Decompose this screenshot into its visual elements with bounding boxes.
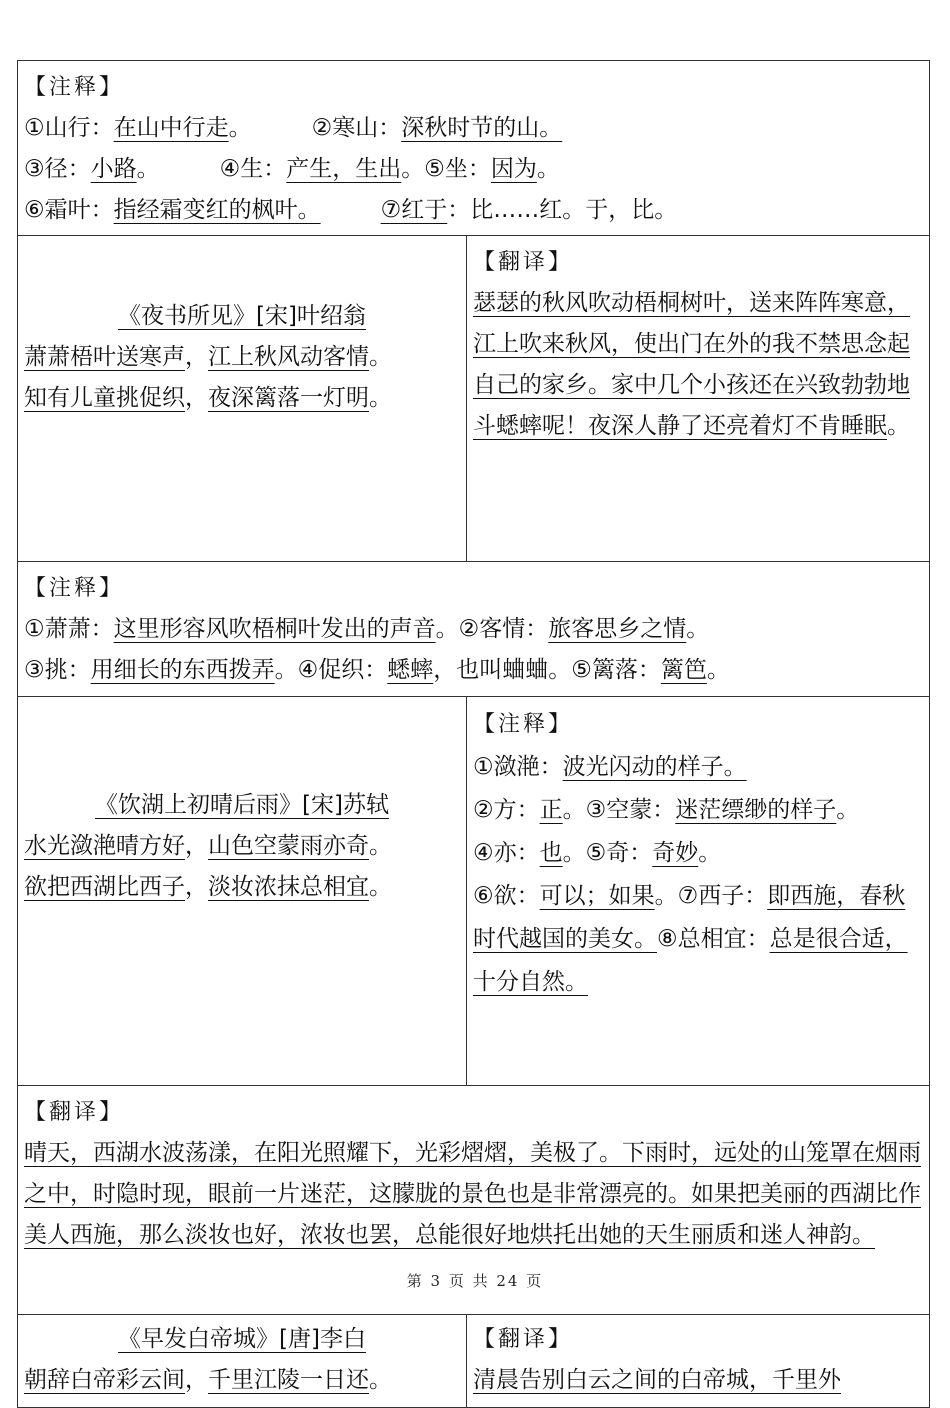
notes-row-2 — [18, 562, 930, 697]
notes-row-1 — [18, 61, 930, 236]
poem-line: 水光潋滟晴方好，山色空蒙雨亦奇。 — [24, 833, 392, 859]
notes-cell — [467, 697, 930, 1086]
note-para: ⑥欲：可以；如果。⑦西子：即西施，春秋时代越国的美女。⑧总相宜：总是很合适，十分自然。 — [473, 883, 908, 995]
notes-header: 【注释】 — [24, 576, 125, 601]
poem-row-3 — [18, 1315, 930, 1408]
translation-text: 瑟瑟的秋风吹动梧桐树叶，送来阵阵寒意，江上吹来秋风，使出门在外的我不禁思念起自己的家乡。家中几个小孩还在兴致勃勃地斗蟋蟀呢！夜深人静了还亮着灯不肯睡眠 — [473, 290, 910, 439]
content-table — [17, 60, 930, 1408]
poem-cell — [18, 1315, 467, 1408]
notes-header: 【注释】 — [473, 712, 574, 737]
note-line: ④亦：也。⑤奇：奇妙。 — [473, 840, 722, 866]
translation-cell: 【翻译】 瑟瑟的秋风吹动梧桐树叶，送来阵阵寒意，江上吹来秋风，使出门在外的我不禁思念起自己的家乡。家中几个小孩还在兴致勃勃地斗蟋蟀呢！夜深人静了还亮着灯不肯睡眠。 — [467, 236, 930, 562]
poem-cell — [18, 697, 467, 1086]
poem-title: 《夜书所见》[宋]叶绍翁 — [118, 303, 366, 329]
translation-header: 【翻译】 — [24, 1100, 125, 1125]
note-line: ③径：小路。 ④生：产生，生出。⑤坐：因为。 — [24, 156, 560, 182]
poem-title: 《早发白帝城》[唐]李白 — [118, 1326, 366, 1352]
note-line: ⑥霜叶：指经霜变红的枫叶。 ⑦红于：比……红。于，比。 — [24, 197, 678, 223]
poem-row-1 — [18, 236, 930, 562]
translation-header: 【翻译】 — [473, 1327, 574, 1352]
note-line: ②方：正。③空蒙：迷茫缥缈的样子。 — [473, 797, 860, 823]
poem-title: 《饮湖上初晴后雨》[宋]苏轼 — [95, 792, 389, 818]
poem-line: 欲把西湖比西子，淡妆浓抹总相宜。 — [24, 874, 392, 900]
poem-row-2 — [18, 697, 930, 1086]
notes-header: 【注释】 — [24, 75, 125, 100]
page-footer: 第 3 页 共 24 页 — [406, 1272, 544, 1290]
poem-line: 萧萧梧叶送寒声，江上秋风动客情。 — [24, 344, 392, 370]
poem-cell — [18, 236, 467, 562]
translation-cell — [467, 1315, 930, 1408]
poem-line: 知有儿童挑促织，夜深篱落一灯明。 — [24, 385, 392, 411]
note-line: ①山行：在山中行走。 ②寒山：深秋时节的山。 — [24, 115, 563, 141]
translation-text: 清晨告别白云之间的白帝城，千里外 — [473, 1367, 841, 1393]
note-line: ①潋滟：波光闪动的样子。 — [473, 754, 747, 780]
note-line: ③挑：用细长的东西拨弄。④促织：蟋蟀，也叫蛐蛐。⑤篱落：篱笆。 — [24, 657, 730, 683]
translation-text: 晴天，西湖水波荡漾，在阳光照耀下，光彩熠熠，美极了。下雨时，远处的山笼罩在烟雨之中，时隐时现，眼前一片迷茫，这朦胧的景色也是非常漂亮的。如果把美丽的西湖比作美人西施，那么淡妆也好，浓妆也罢，总能很好地烘托出她的天生丽质和迷人神韵。 — [24, 1140, 921, 1248]
note-line: ①萧萧：这里形容风吹梧桐叶发出的声音。②客情：旅客思乡之情。 — [24, 616, 710, 642]
translation-header: 【翻译】 — [473, 250, 574, 275]
poem-line: 朝辞白帝彩云间，千里江陵一日还。 — [24, 1367, 392, 1393]
